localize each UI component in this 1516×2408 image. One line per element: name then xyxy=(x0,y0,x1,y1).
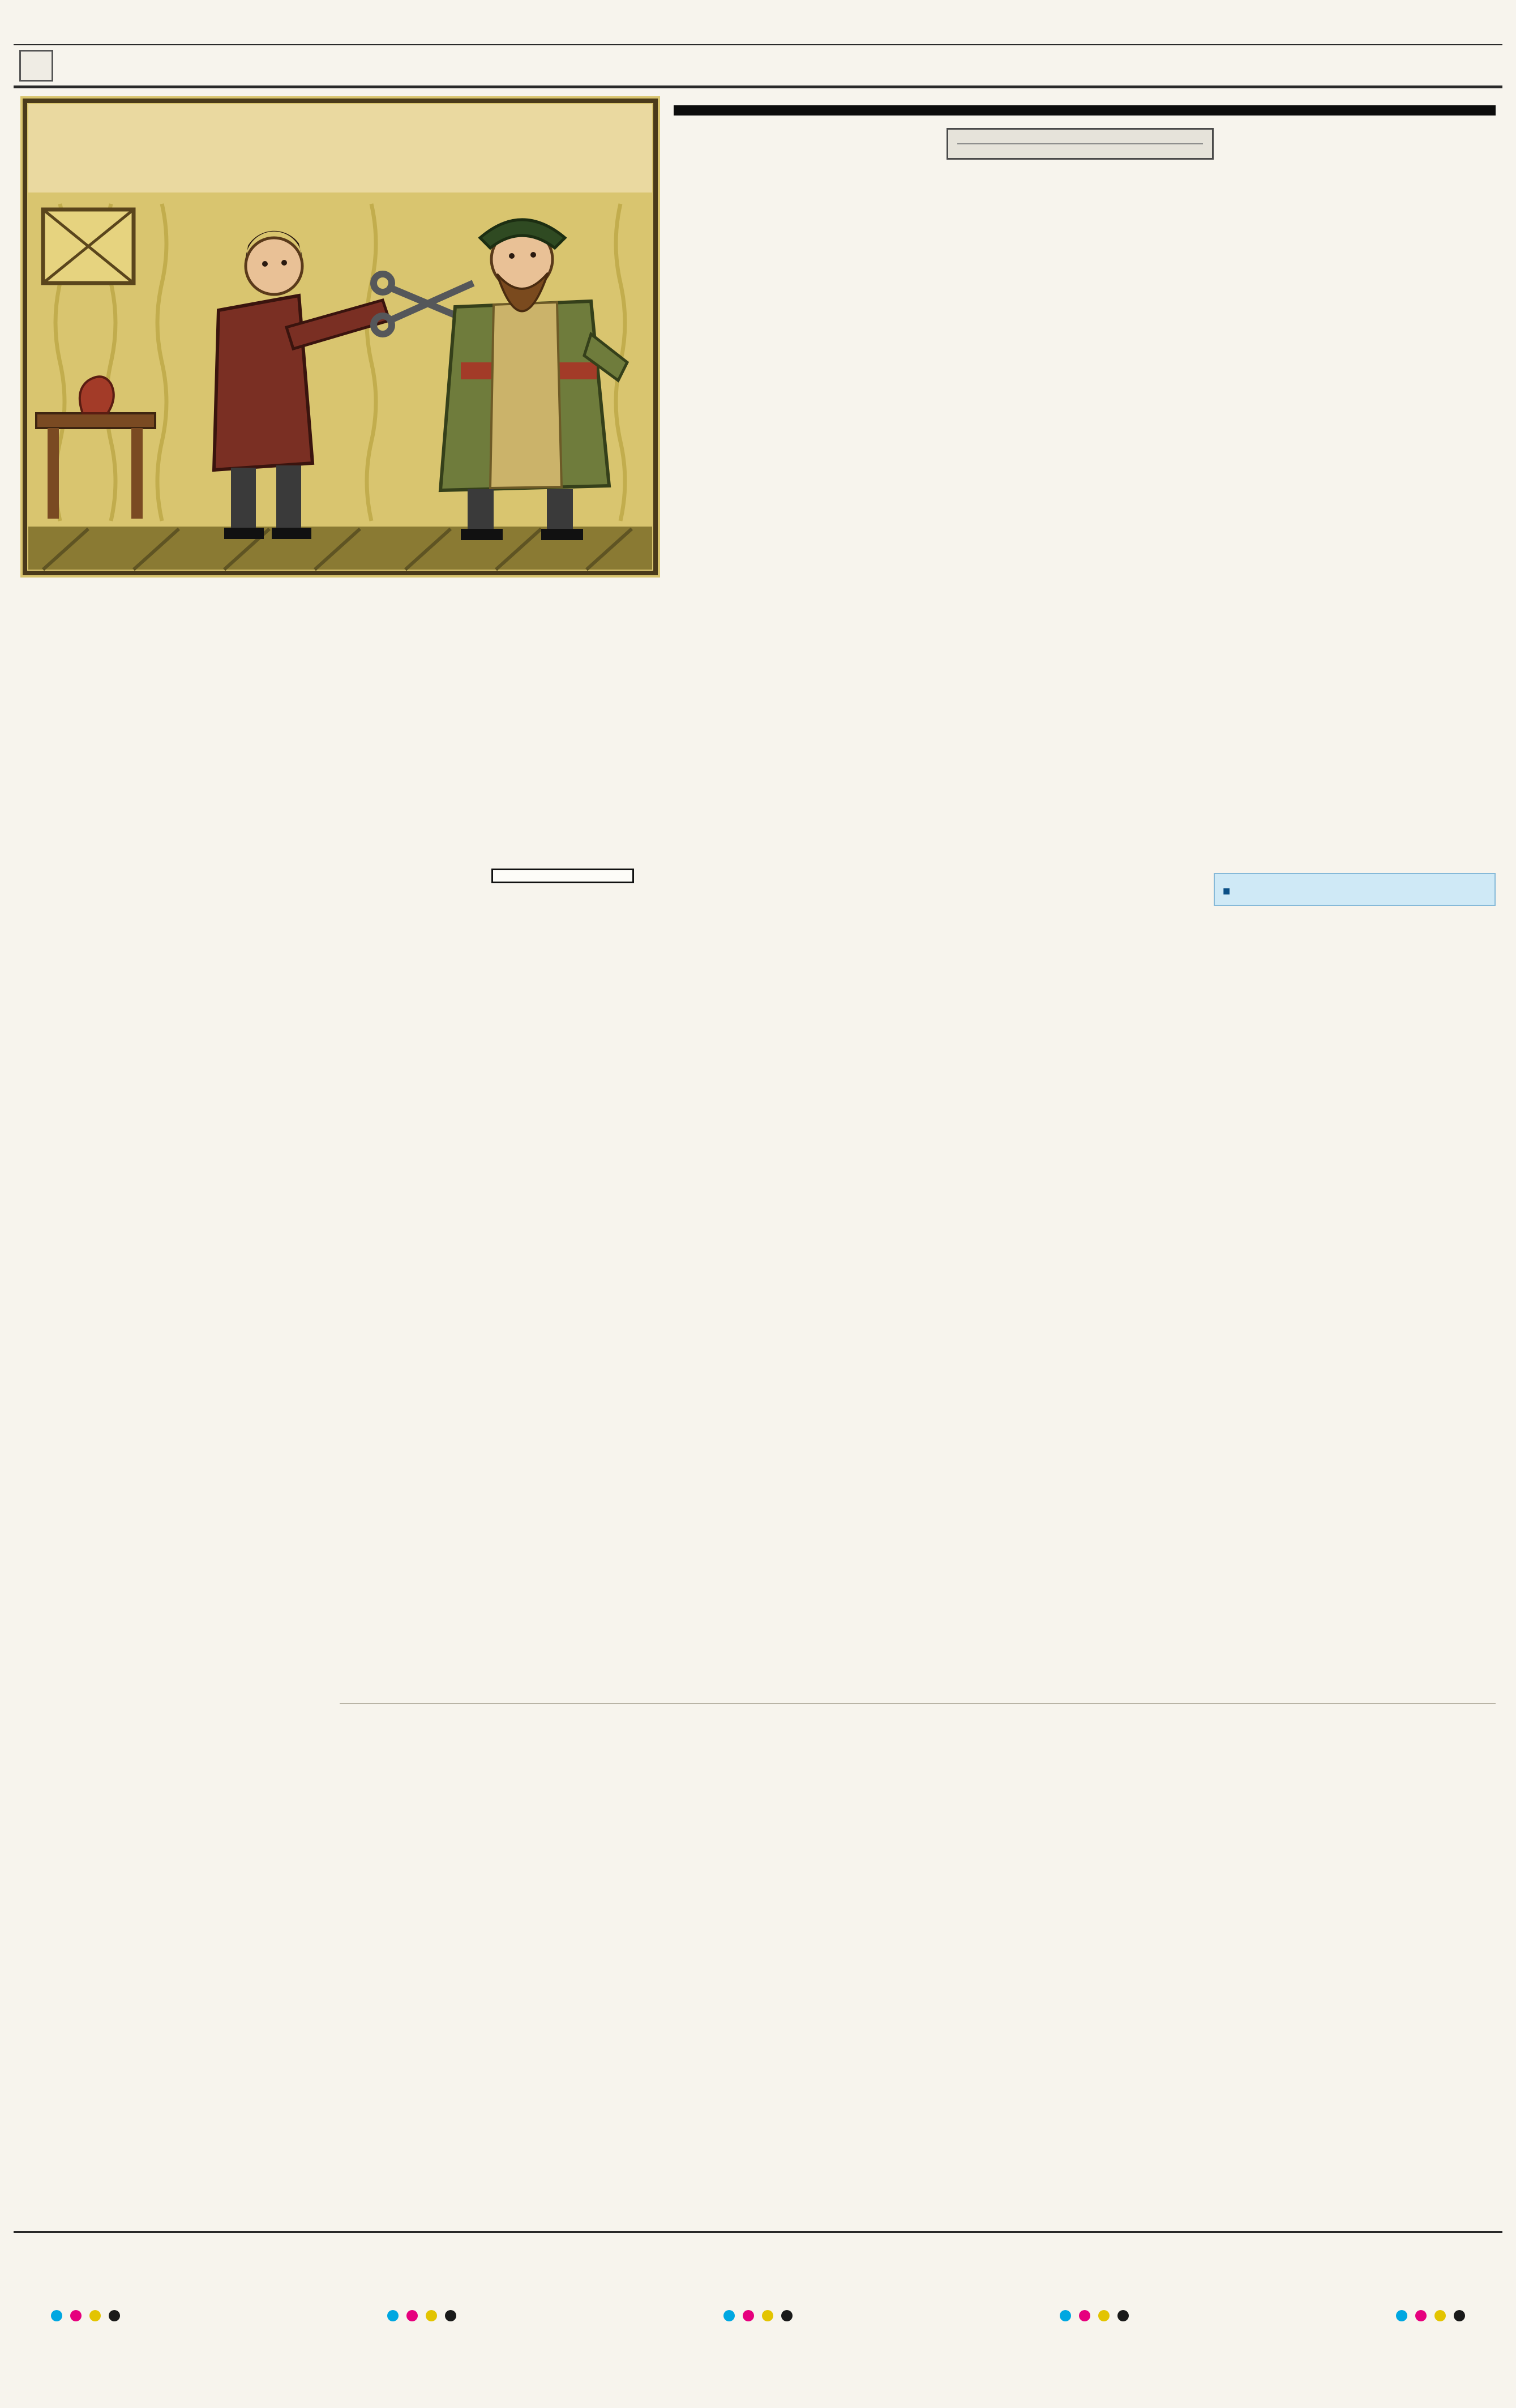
yashwant-sinha-article xyxy=(20,861,326,2191)
print-marks-row xyxy=(51,2310,1465,2321)
cyan-dot xyxy=(1060,2310,1071,2321)
ercp-bottom-columns xyxy=(340,1703,1496,1711)
black-dot xyxy=(1454,2310,1465,2321)
cmyk-dot-group xyxy=(387,2310,456,2321)
school-info-box xyxy=(1214,873,1496,906)
cmyk-edge-mark xyxy=(1501,1716,1514,1726)
constable-callout-box xyxy=(491,869,634,883)
constable-body xyxy=(340,869,937,883)
lead-column xyxy=(810,125,936,166)
black-dot xyxy=(781,2310,793,2321)
cyan-dot xyxy=(1396,2310,1407,2321)
pull-quote-box xyxy=(947,128,1214,160)
cmyk-edge-mark xyxy=(1501,566,1514,576)
cmyk-dot-group xyxy=(1060,2310,1129,2321)
black-dot xyxy=(445,2310,456,2321)
lead-article xyxy=(674,96,1496,850)
cmyk-dot-group xyxy=(51,2310,120,2321)
yellow-dot xyxy=(1098,2310,1110,2321)
cmyk-dot-group xyxy=(723,2310,793,2321)
cyan-dot xyxy=(387,2310,399,2321)
page-header xyxy=(14,44,1502,88)
cyan-dot xyxy=(723,2310,735,2321)
black-dot xyxy=(109,2310,120,2321)
yellow-dot xyxy=(762,2310,773,2321)
magenta-dot xyxy=(1079,2310,1090,2321)
magenta-dot xyxy=(70,2310,82,2321)
lead-column xyxy=(674,125,800,166)
cmyk-edge-mark xyxy=(2,566,15,576)
lead-subhead-bar xyxy=(674,105,1496,116)
magenta-dot xyxy=(1415,2310,1427,2321)
lubok-illustration xyxy=(20,96,660,578)
lead-column xyxy=(1224,125,1350,166)
magenta-dot xyxy=(406,2310,418,2321)
lead-body xyxy=(674,125,1496,166)
page-number xyxy=(19,50,53,82)
lead-column xyxy=(1360,125,1487,166)
yellow-dot xyxy=(426,2310,437,2321)
yellow-dot xyxy=(1434,2310,1446,2321)
cmyk-edge-mark xyxy=(2,1716,15,1726)
pull-quote-line xyxy=(957,138,1203,144)
lead-middle-columns xyxy=(947,125,1214,166)
yellow-dot xyxy=(89,2310,101,2321)
black-dot xyxy=(1117,2310,1129,2321)
school-article xyxy=(1214,861,1496,1676)
cmyk-dot-group xyxy=(1396,2310,1465,2321)
beard-cutting-woodcut-image xyxy=(20,96,660,578)
imprint-footer xyxy=(14,2231,1502,2239)
cyan-dot xyxy=(51,2310,62,2321)
magenta-dot xyxy=(743,2310,754,2321)
ercp-article xyxy=(340,1686,1496,2196)
middle-narrow-column xyxy=(949,861,1202,1676)
illustration-caption xyxy=(20,588,660,844)
constable-article xyxy=(340,861,937,1676)
